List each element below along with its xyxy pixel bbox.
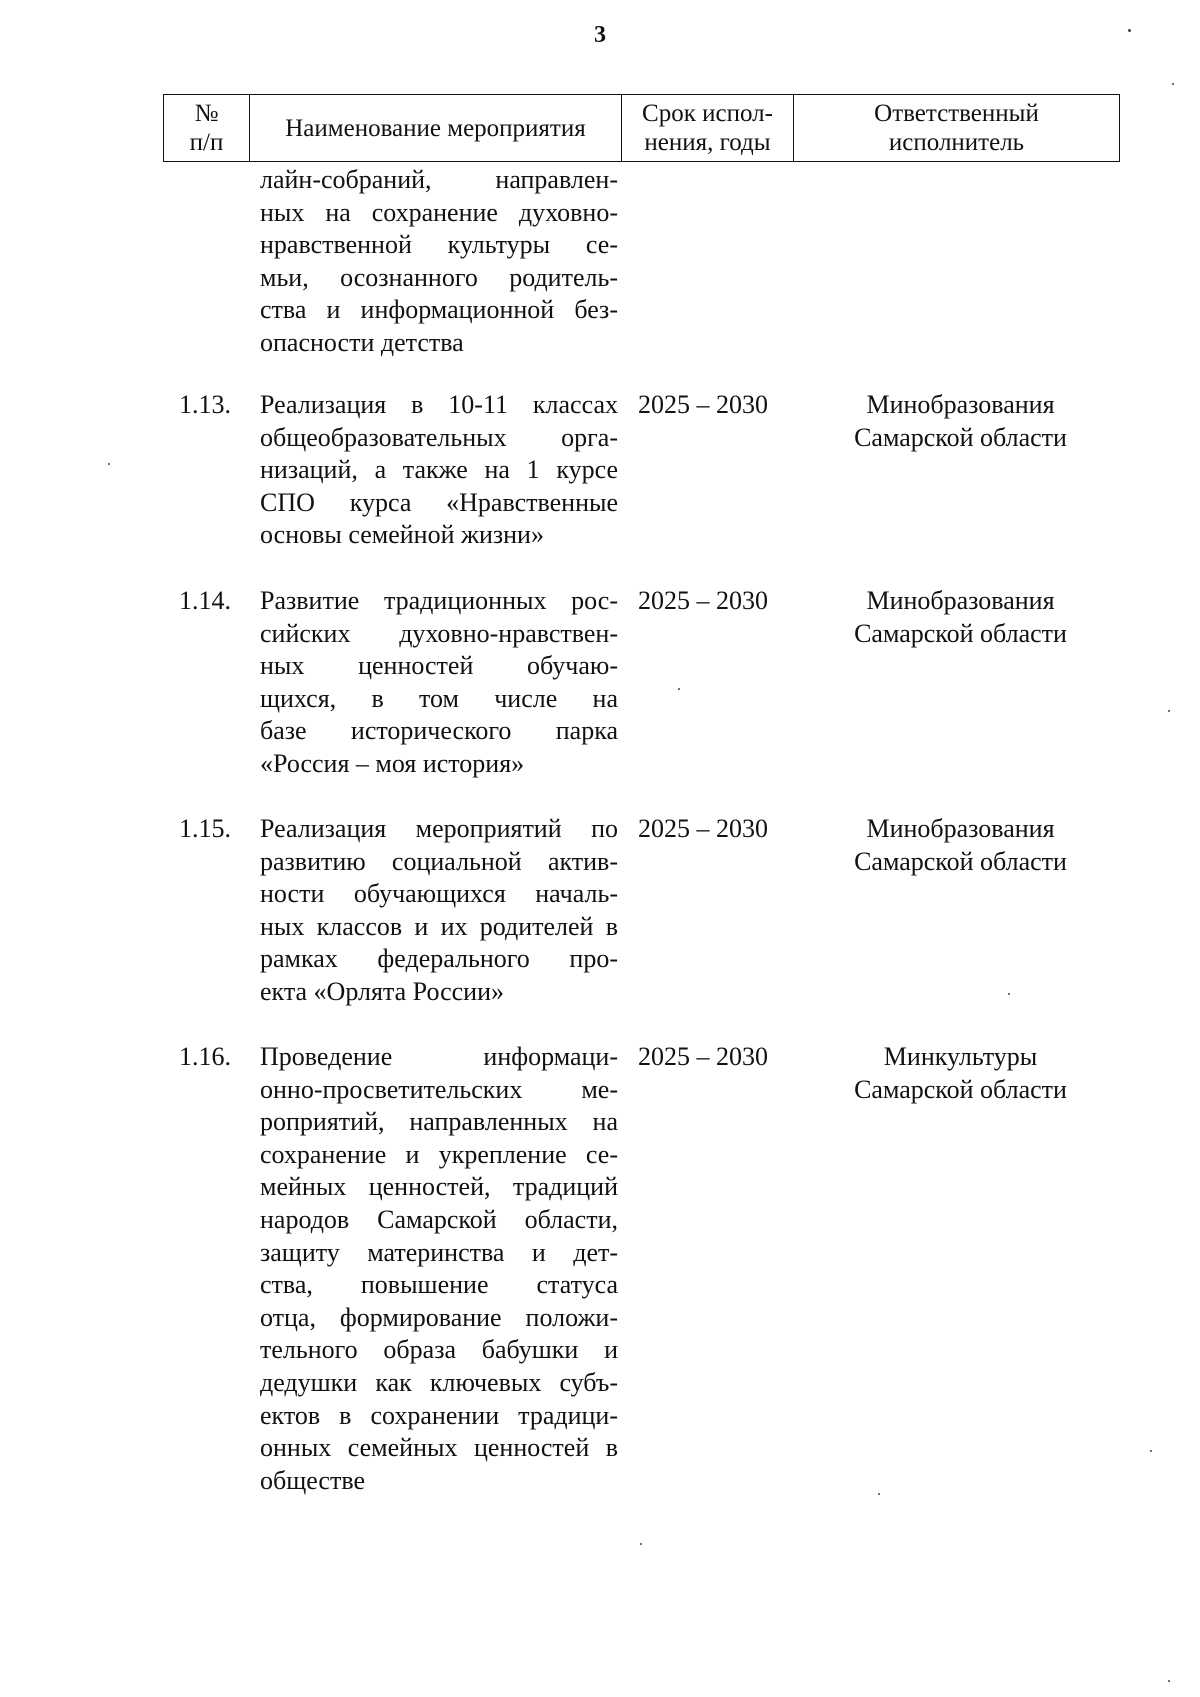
row-name-line: мьи, осознанного родитель- (260, 262, 618, 292)
row-name-line: ных классов и их родителей в (260, 911, 618, 941)
row-term: 2025 – 2030 (638, 390, 768, 419)
scan-speck (1168, 1680, 1170, 1682)
row-name-line: дедушки как ключевых субъ- (260, 1367, 618, 1397)
row-term: 2025 – 2030 (638, 586, 768, 615)
scan-speck (108, 463, 110, 465)
row-name-line: общеобразовательных орга- (260, 422, 618, 452)
header-responsible: Ответственный исполнитель (874, 100, 1039, 156)
row-name (260, 813, 618, 1009)
row-term: 2025 – 2030 (638, 814, 768, 843)
row-name-line: екта «Орлята России» (260, 976, 505, 1006)
row-name-line: обществе (260, 1465, 366, 1495)
row-responsible-line: Минобразования (866, 586, 1055, 615)
row-name-line: народов Самарской области, (260, 1204, 618, 1234)
row-responsible-line: Минкультуры (883, 1042, 1038, 1071)
row-name-line: Реализация мероприятий по (260, 814, 618, 843)
row-responsible (801, 1041, 1120, 1106)
scan-speck (878, 1493, 880, 1495)
row-name-line: ности обучающихся началь- (260, 879, 618, 909)
row-name (260, 1041, 618, 1497)
row-name-line: ства, повышение статуса (260, 1270, 618, 1300)
row-name-line: ных на сохранение духовно- (260, 197, 618, 227)
row-responsible-line: Самарской области (854, 618, 1067, 648)
scan-speck (1168, 710, 1170, 712)
table-header (163, 94, 1120, 162)
row-name-line: защиту материнства и дет- (260, 1237, 618, 1267)
scan-speck (1008, 993, 1010, 995)
row-name-line: сийских духовно-нравствен- (260, 618, 618, 648)
row-name-line: Проведение информаци- (260, 1042, 618, 1071)
scan-speck (640, 1543, 642, 1545)
row-name-line: Развитие традиционных рос- (260, 586, 618, 615)
row-name-line: тельного образа бабушки и (260, 1335, 618, 1365)
header-num: № п/п (164, 95, 250, 161)
row-responsible-line: Минобразования (866, 390, 1055, 419)
row-term: 2025 – 2030 (638, 1042, 768, 1071)
row-responsible (801, 389, 1120, 454)
row-name-line: ектов в сохранении традици- (260, 1400, 618, 1430)
row-name-line: нравственной культуры се- (260, 230, 618, 260)
row-name-line: рамках федерального про- (260, 944, 618, 974)
row-name-line: СПО курса «Нравственные (260, 487, 618, 517)
row-name-line: ства и информационной без- (260, 295, 618, 325)
row-name-line: ных ценностей обучаю- (260, 651, 618, 681)
row-name-line: базе исторического парка (260, 716, 618, 746)
row-responsible-line: Самарской области (854, 1074, 1067, 1104)
row-name (260, 389, 618, 552)
row-name-line: щихся, в том числе на (260, 683, 618, 713)
row-responsible (801, 813, 1120, 878)
row-name-line: онных семейных ценностей в (260, 1433, 618, 1463)
row-number: 1.14. (179, 586, 231, 615)
row-responsible-line: Самарской области (854, 422, 1067, 452)
row-responsible-line: Минобразования (866, 814, 1055, 843)
row-responsible (801, 585, 1120, 650)
scan-speck (1128, 29, 1131, 32)
header-term: Срок испол- нения, годы (622, 95, 794, 161)
page-number: 3 (594, 22, 606, 48)
row-name-line: «Россия – моя история» (260, 748, 525, 778)
row-name-line: онно-просветительских ме- (260, 1074, 618, 1104)
row-name-line: низаций, а также на 1 курсе (260, 455, 618, 485)
row-name-line: мейных ценностей, традиций (260, 1172, 618, 1202)
row-number: 1.13. (179, 390, 231, 419)
row-responsible-line: Самарской области (854, 846, 1067, 876)
row-name-line: роприятий, направленных на (260, 1107, 618, 1137)
row-name-line: сохранение и укрепление се- (260, 1139, 618, 1169)
row-number: 1.16. (179, 1042, 231, 1071)
row-name (260, 164, 618, 360)
scan-speck (1172, 83, 1174, 85)
row-name-line: лайн-собраний, направлен- (260, 165, 618, 194)
row-name (260, 585, 618, 781)
row-name-line: опасности детства (260, 327, 464, 357)
scan-speck (1150, 1450, 1152, 1452)
row-name-line: основы семейной жизни» (260, 520, 544, 550)
header-name: Наименование мероприятия (250, 95, 622, 161)
row-name-line: отца, формирование положи- (260, 1302, 618, 1332)
scan-speck (678, 688, 680, 690)
row-name-line: Реализация в 10-11 классах (260, 390, 618, 419)
row-name-line: развитию социальной актив- (260, 846, 618, 876)
row-number: 1.15. (179, 814, 231, 843)
